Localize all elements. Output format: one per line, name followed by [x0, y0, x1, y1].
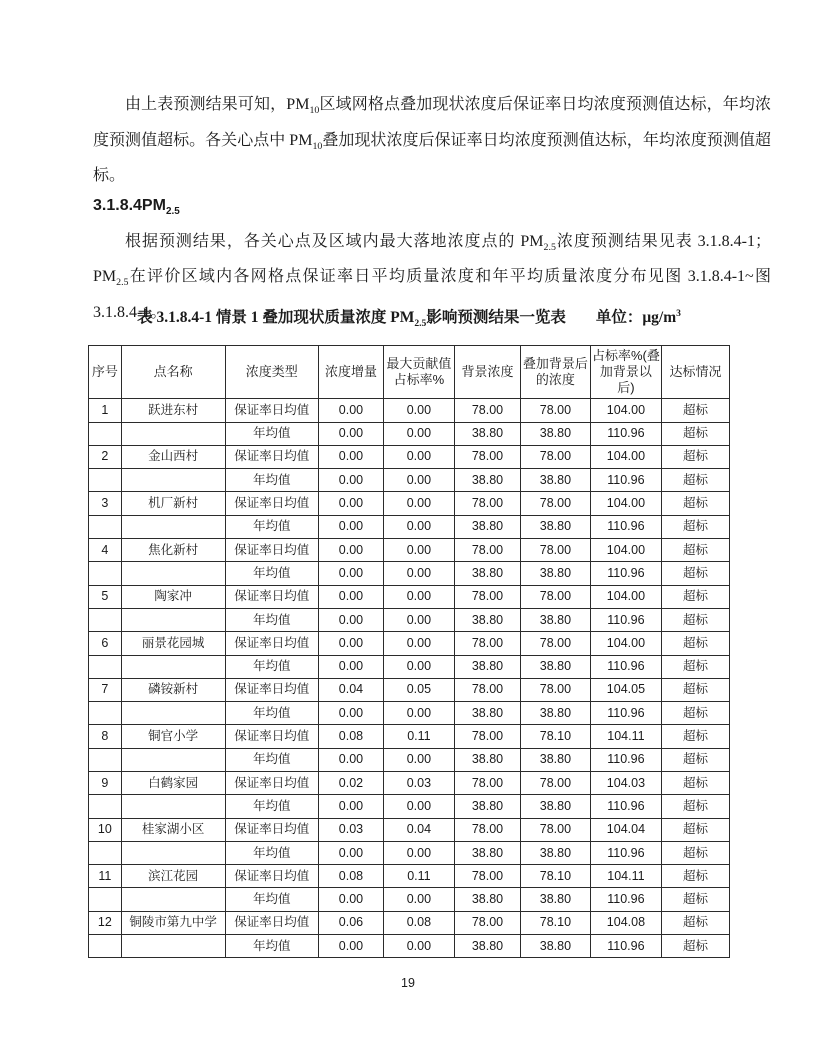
paragraph-text: 浓度预测结果见表 3.1.8.4-1；PM — [93, 232, 771, 286]
table-cell: 104.11 — [590, 865, 661, 888]
table-cell: 超标 — [661, 608, 729, 631]
table-cell: 38.80 — [454, 748, 520, 771]
column-header: 浓度增量 — [319, 346, 384, 399]
header-row — [89, 346, 730, 399]
table-cell: 超标 — [661, 678, 729, 701]
table-cell: 0.00 — [383, 515, 454, 538]
table-cell: 超标 — [661, 865, 729, 888]
table-cell: 机厂新村 — [121, 492, 225, 515]
table-cell: 0.00 — [319, 608, 384, 631]
column-header: 浓度类型 — [225, 346, 319, 399]
table-cell: 超标 — [661, 445, 729, 468]
table-row — [89, 935, 730, 958]
table-cell: 12 — [89, 911, 122, 934]
table-cell: 0.04 — [319, 678, 384, 701]
table-cell: 0.00 — [383, 492, 454, 515]
table-cell: 超标 — [661, 841, 729, 864]
table-cell: 保证率日均值 — [225, 492, 319, 515]
table-cell: 38.80 — [454, 608, 520, 631]
table-cell: 38.80 — [454, 935, 520, 958]
pm25-subscript: 2.5 — [414, 318, 427, 330]
table-cell: 110.96 — [590, 888, 661, 911]
table-cell: 110.96 — [590, 515, 661, 538]
table-cell: 滨江花园 — [121, 865, 225, 888]
table-cell: 78.00 — [454, 585, 520, 608]
table-cell — [121, 702, 225, 725]
table-cell: 38.80 — [520, 608, 590, 631]
table-cell: 年均值 — [225, 515, 319, 538]
table-cell: 0.00 — [383, 795, 454, 818]
table-cell: 0.00 — [319, 935, 384, 958]
paragraph-text: 由上表预测结果可知，PM — [125, 96, 310, 113]
table-cell: 铜官小学 — [121, 725, 225, 748]
table-cell: 0.08 — [319, 725, 384, 748]
table-row — [89, 608, 730, 631]
table-cell: 0.00 — [319, 585, 384, 608]
table-row — [89, 818, 730, 841]
table-row — [89, 655, 730, 678]
table-cell: 78.00 — [454, 399, 520, 422]
table-cell: 0.00 — [383, 702, 454, 725]
table-cell: 110.96 — [590, 702, 661, 725]
section-heading-pm25 — [93, 191, 771, 227]
table-cell: 0.00 — [383, 539, 454, 562]
table-cell: 年均值 — [225, 935, 319, 958]
table-cell — [121, 608, 225, 631]
table-cell — [89, 515, 122, 538]
table-cell: 110.96 — [590, 935, 661, 958]
table-cell: 0.00 — [383, 608, 454, 631]
table-cell: 78.00 — [454, 678, 520, 701]
table-cell: 0.00 — [319, 795, 384, 818]
table-cell: 10 — [89, 818, 122, 841]
table-cell — [121, 888, 225, 911]
table-row — [89, 562, 730, 585]
table-cell: 38.80 — [454, 841, 520, 864]
table-cell: 年均值 — [225, 608, 319, 631]
table-cell: 超标 — [661, 492, 729, 515]
table-cell: 0.00 — [319, 702, 384, 725]
table-cell: 0.05 — [383, 678, 454, 701]
table-row — [89, 585, 730, 608]
table-cell: 8 — [89, 725, 122, 748]
table-cell: 104.05 — [590, 678, 661, 701]
table-cell: 0.00 — [319, 469, 384, 492]
table-cell: 金山西村 — [121, 445, 225, 468]
table-cell: 3 — [89, 492, 122, 515]
heading-number: 3.1.8.4PM — [93, 196, 166, 214]
table-cell: 78.10 — [520, 725, 590, 748]
table-row — [89, 772, 730, 795]
table-cell: 38.80 — [520, 935, 590, 958]
table-title — [88, 300, 730, 338]
table-cell: 38.80 — [520, 795, 590, 818]
table-row — [89, 399, 730, 422]
table-cell: 78.00 — [454, 632, 520, 655]
table-cell: 保证率日均值 — [225, 911, 319, 934]
column-header: 叠加背景后的浓度 — [520, 346, 590, 399]
column-header: 点名称 — [121, 346, 225, 399]
table-cell: 0.00 — [383, 841, 454, 864]
table-cell: 110.96 — [590, 655, 661, 678]
table-cell: 78.00 — [520, 678, 590, 701]
table-cell: 陶家冲 — [121, 585, 225, 608]
pm25-subscript: 2.5 — [543, 241, 556, 253]
table-cell: 保证率日均值 — [225, 818, 319, 841]
table-cell: 78.00 — [520, 585, 590, 608]
table-cell — [89, 608, 122, 631]
table-cell: 白鹤家园 — [121, 772, 225, 795]
table-cell: 38.80 — [454, 422, 520, 445]
table-cell — [121, 655, 225, 678]
table-cell: 0.00 — [319, 888, 384, 911]
table-cell: 38.80 — [520, 515, 590, 538]
table-cell: 超标 — [661, 725, 729, 748]
table-cell — [89, 702, 122, 725]
table-cell: 年均值 — [225, 422, 319, 445]
table-cell: 超标 — [661, 422, 729, 445]
table-row — [89, 469, 730, 492]
table-cell: 78.00 — [520, 399, 590, 422]
table-cell — [89, 935, 122, 958]
table-cell: 78.00 — [454, 725, 520, 748]
table-row — [89, 678, 730, 701]
table-cell — [121, 935, 225, 958]
table-cell: 年均值 — [225, 795, 319, 818]
paragraph-text: 在评价区域内各网格点保证率日平均质量浓度和年平均质量浓度分布见图 3.1.8.4-1~图 3.1.8.4-1。 — [93, 268, 771, 321]
table-row — [89, 911, 730, 934]
pm25-subscript: 2.5 — [165, 206, 180, 218]
table-cell: 78.00 — [520, 492, 590, 515]
table-cell: 0.00 — [383, 469, 454, 492]
table-cell: 6 — [89, 632, 122, 655]
table-cell: 110.96 — [590, 608, 661, 631]
table-cell: 超标 — [661, 888, 729, 911]
table-row — [89, 492, 730, 515]
page-number: 19 — [401, 976, 415, 990]
table-cell: 11 — [89, 865, 122, 888]
table-cell: 超标 — [661, 632, 729, 655]
table-cell: 0.00 — [319, 655, 384, 678]
prediction-table-body — [89, 399, 730, 958]
table-cell: 38.80 — [520, 562, 590, 585]
table-cell — [89, 795, 122, 818]
table-row — [89, 725, 730, 748]
table-cell: 38.80 — [520, 702, 590, 725]
table-cell — [121, 469, 225, 492]
table-cell: 超标 — [661, 748, 729, 771]
table-cell: 0.08 — [383, 911, 454, 934]
table-cell: 78.00 — [454, 539, 520, 562]
table-cell — [89, 841, 122, 864]
table-cell: 7 — [89, 678, 122, 701]
table-cell: 78.10 — [520, 911, 590, 934]
paragraph-pm10-conclusion — [93, 90, 771, 191]
table-cell — [121, 795, 225, 818]
table-cell: 9 — [89, 772, 122, 795]
table-cell: 超标 — [661, 818, 729, 841]
table-cell: 38.80 — [520, 888, 590, 911]
table-cell: 0.06 — [319, 911, 384, 934]
table-cell: 104.00 — [590, 539, 661, 562]
table-cell: 104.00 — [590, 445, 661, 468]
table-cell: 78.00 — [454, 865, 520, 888]
table-cell: 38.80 — [454, 469, 520, 492]
table-cell: 0.00 — [319, 841, 384, 864]
table-cell: 0.00 — [383, 655, 454, 678]
table-cell: 年均值 — [225, 562, 319, 585]
table-cell: 110.96 — [590, 422, 661, 445]
table-cell: 5 — [89, 585, 122, 608]
table-cell: 超标 — [661, 795, 729, 818]
table-cell: 0.11 — [383, 725, 454, 748]
table-cell: 78.00 — [454, 445, 520, 468]
table-row — [89, 422, 730, 445]
table-cell: 保证率日均值 — [225, 772, 319, 795]
table-row — [89, 888, 730, 911]
table-cell: 78.10 — [520, 865, 590, 888]
table-cell: 0.00 — [319, 492, 384, 515]
table-cell: 38.80 — [520, 841, 590, 864]
table-cell: 0.03 — [319, 818, 384, 841]
pm10-subscript: 10 — [312, 140, 323, 152]
table-cell: 110.96 — [590, 469, 661, 492]
table-cell: 0.00 — [383, 935, 454, 958]
table-cell: 保证率日均值 — [225, 445, 319, 468]
column-header: 序号 — [89, 346, 122, 399]
table-cell: 0.00 — [383, 632, 454, 655]
cubed-superscript: 3 — [676, 308, 681, 319]
table-cell: 超标 — [661, 585, 729, 608]
table-cell — [89, 562, 122, 585]
table-cell: 110.96 — [590, 841, 661, 864]
table-header — [89, 346, 730, 399]
table-cell: 超标 — [661, 655, 729, 678]
column-header: 占标率%(叠加背景以后) — [590, 346, 661, 399]
table-cell: 0.11 — [383, 865, 454, 888]
table-cell: 104.00 — [590, 492, 661, 515]
table-cell — [89, 422, 122, 445]
table-cell: 磷铵新村 — [121, 678, 225, 701]
table-cell — [89, 655, 122, 678]
table-cell: 0.02 — [319, 772, 384, 795]
table-cell — [121, 422, 225, 445]
column-header: 达标情况 — [661, 346, 729, 399]
table-cell: 保证率日均值 — [225, 539, 319, 562]
table-cell: 0.00 — [319, 748, 384, 771]
prediction-table-section — [88, 300, 730, 958]
table-cell: 桂家湖小区 — [121, 818, 225, 841]
table-cell: 110.96 — [590, 562, 661, 585]
table-row — [89, 632, 730, 655]
table-cell: 104.00 — [590, 585, 661, 608]
table-cell: 年均值 — [225, 655, 319, 678]
table-row — [89, 539, 730, 562]
table-cell: 超标 — [661, 935, 729, 958]
table-cell: 38.80 — [520, 469, 590, 492]
unit-label: 单位：$\mu g/m^3$ — [595, 308, 681, 327]
table-cell: 0.00 — [383, 562, 454, 585]
table-cell: 38.80 — [454, 515, 520, 538]
table-cell: 0.04 — [383, 818, 454, 841]
table-cell: 78.00 — [520, 445, 590, 468]
table-cell: 78.00 — [454, 911, 520, 934]
table-cell: 78.00 — [520, 539, 590, 562]
table-cell: 0.00 — [319, 632, 384, 655]
table-cell: 铜陵市第九中学 — [121, 911, 225, 934]
table-cell: 超标 — [661, 399, 729, 422]
table-cell: 78.00 — [454, 818, 520, 841]
table-cell: 超标 — [661, 911, 729, 934]
table-cell: 跃进东村 — [121, 399, 225, 422]
table-row — [89, 702, 730, 725]
table-cell — [121, 748, 225, 771]
table-cell: 104.00 — [590, 632, 661, 655]
paragraph-text: 区域网格点叠加现状浓度后保证率日均浓度预测值达标，年均浓度预测值超标。各关心点中 PM — [93, 96, 771, 149]
table-row — [89, 515, 730, 538]
table-cell: 0.00 — [383, 445, 454, 468]
table-cell: 保证率日均值 — [225, 585, 319, 608]
table-cell: 104.04 — [590, 818, 661, 841]
table-cell: 0.00 — [383, 422, 454, 445]
table-cell: 保证率日均值 — [225, 725, 319, 748]
table-cell: 38.80 — [520, 655, 590, 678]
table-cell — [121, 562, 225, 585]
table-cell: 超标 — [661, 515, 729, 538]
table-cell: 38.80 — [454, 795, 520, 818]
table-cell — [89, 748, 122, 771]
table-cell: 0.00 — [319, 399, 384, 422]
table-cell: 38.80 — [454, 655, 520, 678]
table-cell: 保证率日均值 — [225, 865, 319, 888]
table-cell: 保证率日均值 — [225, 632, 319, 655]
table-cell: 4 — [89, 539, 122, 562]
table-cell: 78.00 — [454, 772, 520, 795]
table-cell: 年均值 — [225, 888, 319, 911]
table-cell: 超标 — [661, 539, 729, 562]
table-cell: 年均值 — [225, 702, 319, 725]
table-cell: 0.00 — [383, 748, 454, 771]
table-cell: 38.80 — [454, 562, 520, 585]
table-cell: 0.00 — [383, 585, 454, 608]
table-cell: 超标 — [661, 772, 729, 795]
table-cell: 0.00 — [319, 562, 384, 585]
table-cell: 年均值 — [225, 841, 319, 864]
table-cell: 38.80 — [454, 888, 520, 911]
table-cell: 38.80 — [520, 422, 590, 445]
table-cell — [89, 469, 122, 492]
table-cell: 1 — [89, 399, 122, 422]
table-cell: 超标 — [661, 562, 729, 585]
table-cell: 0.00 — [383, 888, 454, 911]
table-cell: 0.00 — [319, 515, 384, 538]
table-cell: 110.96 — [590, 748, 661, 771]
table-cell: 年均值 — [225, 748, 319, 771]
prediction-results-table — [88, 345, 730, 958]
table-cell: 38.80 — [454, 702, 520, 725]
table-cell — [89, 888, 122, 911]
table-cell: 104.03 — [590, 772, 661, 795]
table-cell: 0.00 — [383, 399, 454, 422]
table-row — [89, 748, 730, 771]
table-cell: 丽景花园城 — [121, 632, 225, 655]
paragraph-text: 根据预测结果，各关心点及区域内最大落地浓度点的 PM — [125, 232, 544, 250]
table-cell: 0.03 — [383, 772, 454, 795]
table-cell — [121, 515, 225, 538]
table-cell: 年均值 — [225, 469, 319, 492]
table-cell: 焦化新村 — [121, 539, 225, 562]
text-content — [93, 90, 771, 330]
table-cell: 2 — [89, 445, 122, 468]
table-cell: 104.11 — [590, 725, 661, 748]
table-row — [89, 795, 730, 818]
table-row — [89, 865, 730, 888]
table-cell: 0.00 — [319, 445, 384, 468]
table-cell: 78.00 — [520, 818, 590, 841]
table-cell: 超标 — [661, 702, 729, 725]
column-header: 背景浓度 — [454, 346, 520, 399]
table-cell: 0.00 — [319, 422, 384, 445]
paragraph-text: 叠加现状浓度后保证率日均浓度预测值达标，年均浓度预测值超标。 — [93, 131, 771, 185]
table-cell: 104.08 — [590, 911, 661, 934]
table-cell: 104.00 — [590, 399, 661, 422]
table-cell: 78.00 — [520, 772, 590, 795]
table-row — [89, 841, 730, 864]
pm25-subscript: 2.5 — [116, 277, 129, 289]
table-cell: 78.00 — [520, 632, 590, 655]
table-cell: 38.80 — [520, 748, 590, 771]
table-cell: 超标 — [661, 469, 729, 492]
table-cell: 保证率日均值 — [225, 678, 319, 701]
table-cell: 0.00 — [319, 539, 384, 562]
table-cell: 0.08 — [319, 865, 384, 888]
table-title-text: 表 3.1.8.4-1 情景 1 叠加现状质量浓度 $PM_{2.5}$影响预测结果一览表 — [137, 309, 566, 330]
column-header: 最大贡献值占标率% — [383, 346, 454, 399]
table-cell — [121, 841, 225, 864]
pm10-subscript: 10 — [309, 105, 320, 117]
table-row — [89, 445, 730, 468]
table-cell: 110.96 — [590, 795, 661, 818]
table-cell: 78.00 — [454, 492, 520, 515]
table-cell: 保证率日均值 — [225, 399, 319, 422]
